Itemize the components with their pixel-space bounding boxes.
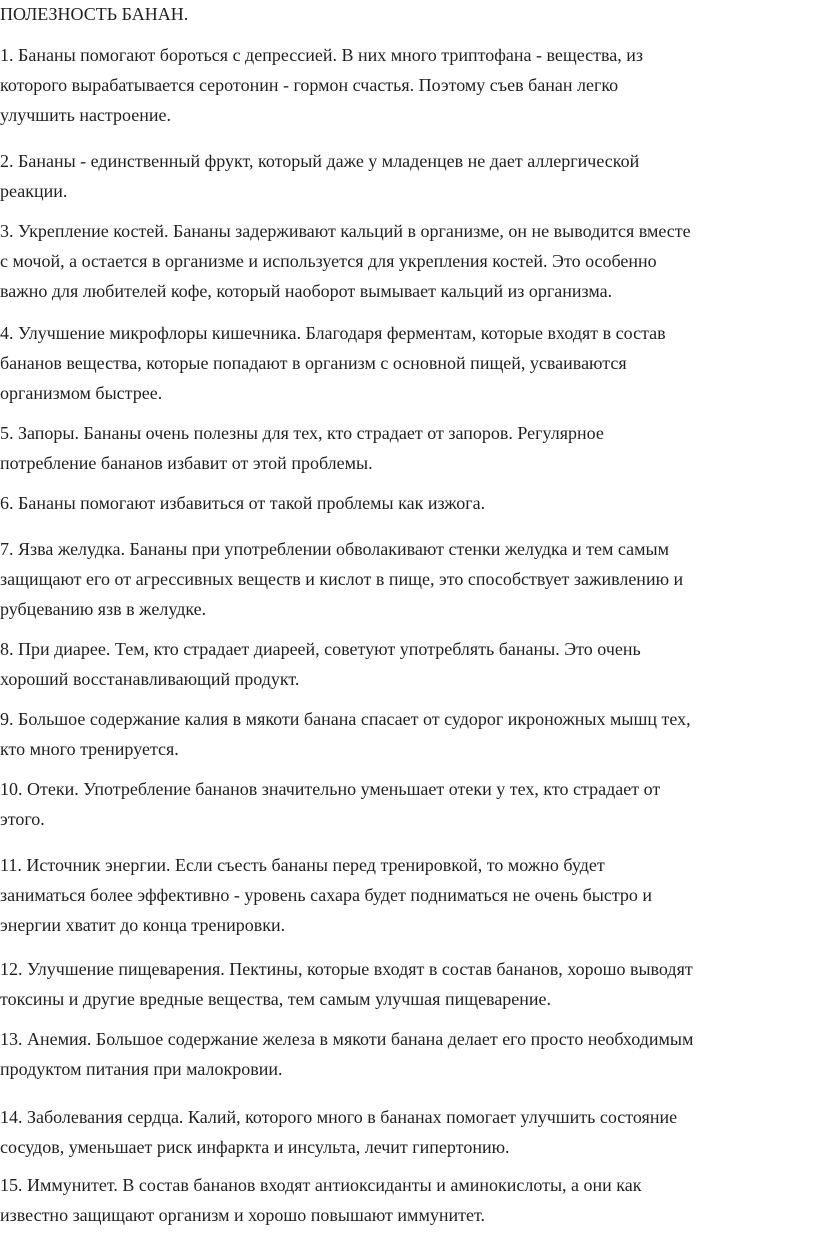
paragraph-8: [0, 634, 816, 694]
paragraph-13: [0, 1024, 816, 1084]
paragraph-line: 3. Укрепление костей. Бананы задерживают кальций в организме, он не выводится вместе: [0, 221, 691, 241]
paragraph-line: этого.: [0, 809, 45, 829]
paragraph-line: улучшить настроение.: [0, 105, 171, 125]
paragraph-line: 12. Улучшение пищеварения. Пектины, которые входят в состав бананов, хорошо выводят: [0, 959, 693, 979]
paragraph-12: [0, 954, 816, 1014]
paragraph-line: 13. Анемия. Большое содержание железа в мякоти банана делает его просто необходимым: [0, 1029, 694, 1049]
paragraph-line: хороший восстанавливающий продукт.: [0, 669, 300, 689]
paragraph-line: важно для любителей кофе, который наоборот вымывает кальций из организма.: [0, 281, 613, 301]
paragraph-line: 1. Бананы помогают бороться с депрессией. В них много триптофана - вещества, из: [0, 45, 644, 65]
paragraph-line: токсины и другие вредные вещества, тем самым улучшая пищеварение.: [0, 989, 552, 1009]
paragraph-5: [0, 418, 816, 478]
document-title: ПОЛЕЗНОСТЬ БАНАН.: [0, 4, 189, 24]
paragraph-15: [0, 1170, 816, 1230]
paragraph-6: [0, 488, 816, 518]
paragraph-line: известно защищают организм и хорошо повышают иммунитет.: [0, 1205, 485, 1225]
paragraph-line: продуктом питания при малокровии.: [0, 1059, 283, 1079]
paragraph-line: бананов вещества, которые попадают в организм с основной пищей, усваиваются: [0, 353, 627, 373]
paragraph-line: кто много тренируется.: [0, 739, 179, 759]
paragraph-line: 6. Бананы помогают избавиться от такой проблемы как изжога.: [0, 493, 486, 513]
paragraph-14: [0, 1102, 816, 1162]
paragraph-line: сосудов, уменьшает риск инфаркта и инсульта, лечит гипертонию.: [0, 1137, 510, 1157]
paragraph-3: [0, 216, 816, 306]
paragraph-4: [0, 318, 816, 408]
paragraph-line: 8. При диарее. Тем, кто страдает диареей, советуют употреблять бананы. Это очень: [0, 639, 641, 659]
paragraph-line: защищают его от агрессивных веществ и кислот в пище, это способствует заживлению и: [0, 569, 684, 589]
paragraph-line: потребление бананов избавит от этой проблемы.: [0, 453, 373, 473]
paragraph-line: организмом быстрее.: [0, 383, 163, 403]
paragraph-line: 7. Язва желудка. Бананы при употреблении обволакивают стенки желудка и тем самым: [0, 539, 669, 559]
paragraph-2: [0, 146, 816, 206]
paragraph-line: 5. Запоры. Бананы очень полезны для тех, кто страдает от запоров. Регулярное: [0, 423, 604, 443]
paragraph-line: 4. Улучшение микрофлоры кишечника. Благодаря ферментам, которые входят в состав: [0, 323, 666, 343]
paragraph-11: [0, 850, 816, 940]
paragraph-line: 15. Иммунитет. В состав бананов входят антиоксиданты и аминокислоты, а они как: [0, 1175, 642, 1195]
paragraph-7: [0, 534, 816, 624]
paragraph-line: энергии хватит до конца тренировки.: [0, 915, 286, 935]
paragraph-line: 2. Бананы - единственный фрукт, который даже у младенцев не дает аллергической: [0, 151, 640, 171]
paragraph-9: [0, 704, 816, 764]
paragraph-line: заниматься более эффективно - уровень сахара будет подниматься не очень быстро и: [0, 885, 653, 905]
paragraph-line: 10. Отеки. Употребление бананов значительно уменьшает отеки у тех, кто страдает от: [0, 779, 661, 799]
paragraph-line: 14. Заболевания сердца. Калий, которого много в бананах помогает улучшить состояние: [0, 1107, 678, 1127]
paragraph-1: [0, 40, 816, 130]
paragraph-line: 9. Большое содержание калия в мякоти банана спасает от судорог икроножных мышц тех,: [0, 709, 691, 729]
paragraph-10: [0, 774, 816, 834]
paragraph-line: которого вырабатывается серотонин - гормон счастья. Поэтому съев банан легко: [0, 75, 619, 95]
paragraph-line: реакции.: [0, 181, 68, 201]
paragraph-line: 11. Источник энергии. Если съесть бананы перед тренировкой, то можно будет: [0, 855, 605, 875]
paragraph-line: рубцеванию язв в желудке.: [0, 599, 207, 619]
paragraph-line: с мочой, а остается в организме и используется для укрепления костей. Это особенно: [0, 251, 657, 271]
